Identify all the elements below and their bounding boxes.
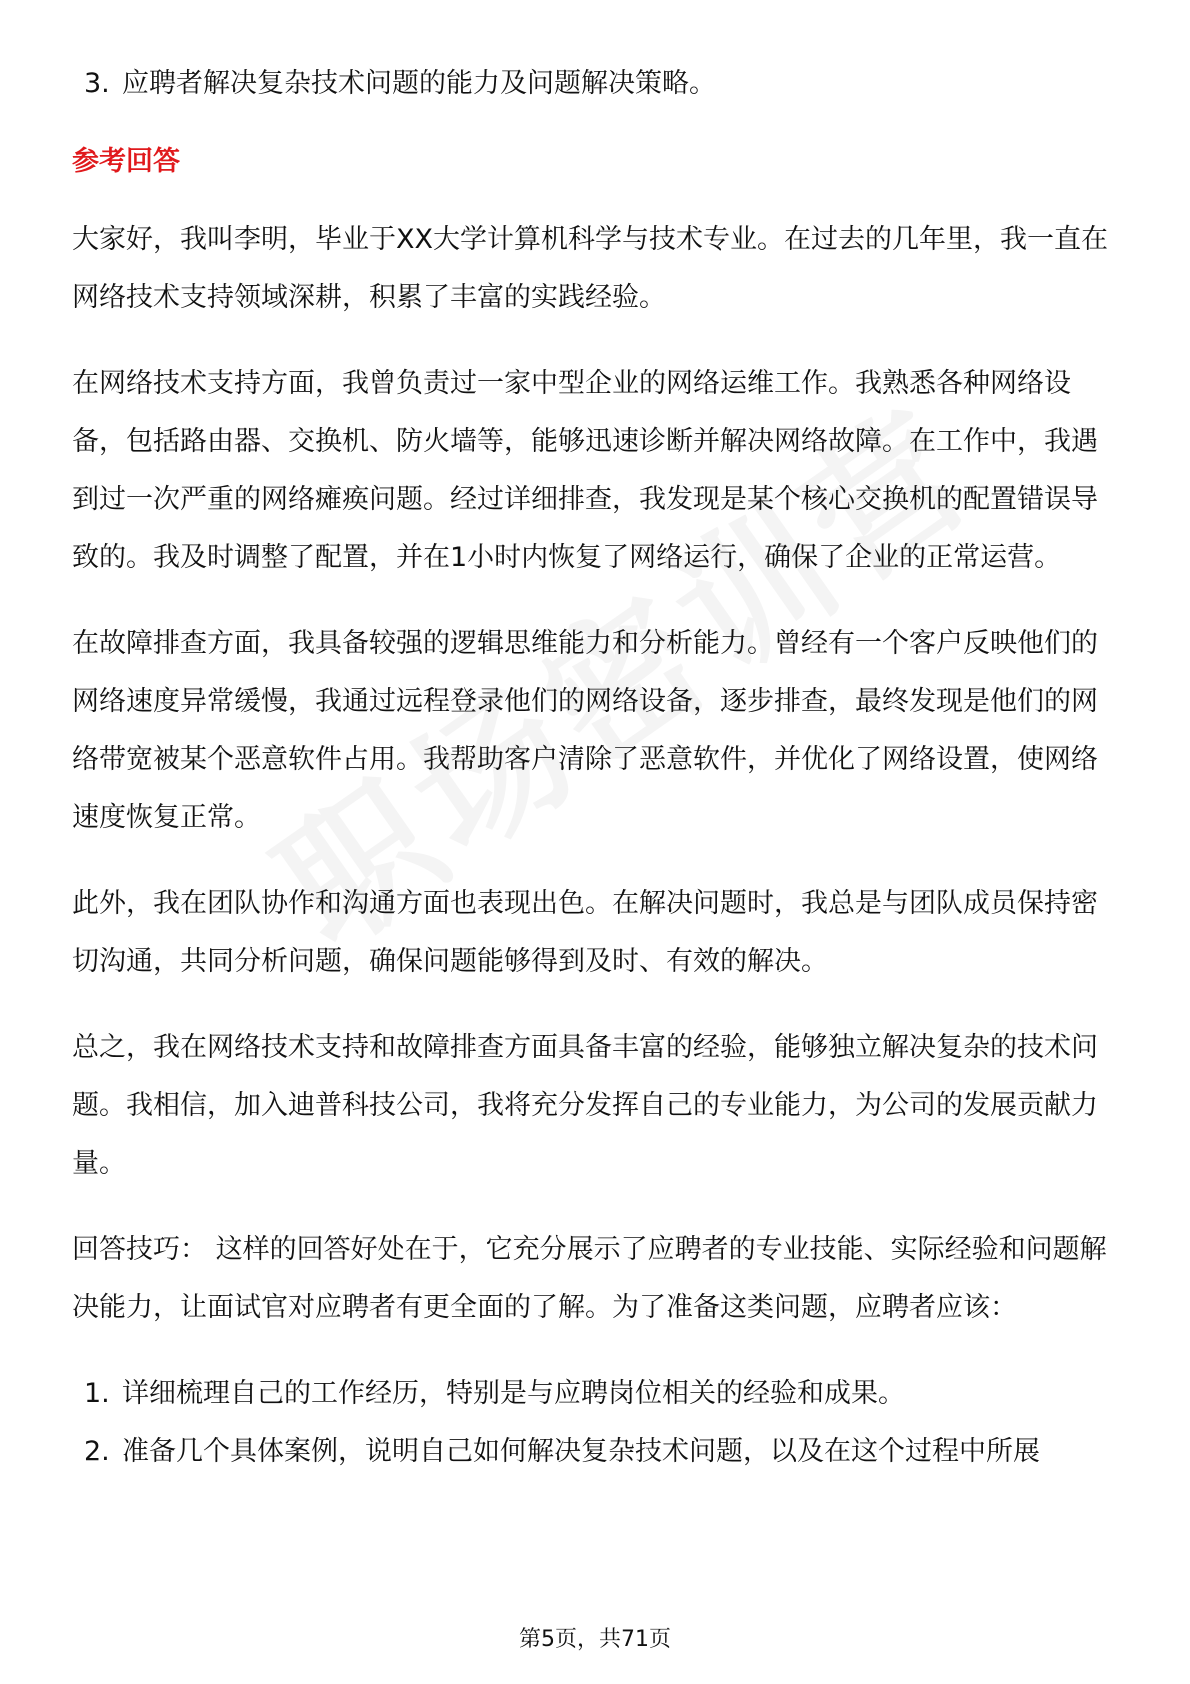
tips-list bbox=[72, 1365, 1118, 1481]
list-item bbox=[84, 55, 1118, 113]
paragraph-summary: 总之，我在网络技术支持和故障排查方面具备丰富的经验，能够独立解决复杂的技术问题。我相信，加入迪普科技公司，我将充分发挥自己的专业能力，为公司的发展贡献力量。 bbox=[72, 1032, 1098, 1179]
list-item bbox=[84, 1423, 1118, 1481]
list-text: 详细梳理自己的工作经历，特别是与应聘岗位相关的经验和成果。 bbox=[122, 1378, 905, 1409]
list-item bbox=[84, 1365, 1118, 1423]
page-content bbox=[72, 55, 1118, 1481]
page-footer: 第5页，共71页 bbox=[519, 1627, 671, 1652]
section-heading: 参考回答 bbox=[72, 146, 180, 177]
paragraph-teamwork: 此外，我在团队协作和沟通方面也表现出色。在解决问题时，我总是与团队成员保持密切沟通，共同分析问题，确保问题能够得到及时、有效的解决。 bbox=[72, 888, 1098, 977]
paragraph-intro: 大家好，我叫李明，毕业于XX大学计算机科学与技术专业。在过去的几年里，我一直在网络技术支持领域深耕，积累了丰富的实践经验。 bbox=[72, 224, 1108, 313]
list-number: 3. bbox=[84, 68, 110, 99]
paragraph-answer-tips: 回答技巧： 这样的回答好处在于，它充分展示了应聘者的专业技能、实际经验和问题解决能力，让面试官对应聘者有更全面的了解。为了准备这类问题，应聘者应该： bbox=[72, 1234, 1107, 1323]
list-number: 1. bbox=[84, 1378, 110, 1409]
paragraph-troubleshooting: 在故障排查方面，我具备较强的逻辑思维能力和分析能力。曾经有一个客户反映他们的网络速度异常缓慢，我通过远程登录他们的网络设备，逐步排查，最终发现是他们的网络带宽被某个恶意软件占用。我帮助客户清除了恶意软件，并优化了网络设置，使网络速度恢复正常。 bbox=[72, 628, 1098, 833]
list-text: 准备几个具体案例，说明自己如何解决复杂技术问题，以及在这个过程中所展 bbox=[122, 1436, 1040, 1467]
paragraph-network-support: 在网络技术支持方面，我曾负责过一家中型企业的网络运维工作。我熟悉各种网络设备，包括路由器、交换机、防火墙等，能够迅速诊断并解决网络故障。在工作中，我遇到过一次严重的网络瘫痪问题。经过详细排查，我发现是某个核心交换机的配置错误导致的。我及时调整了配置，并在1小时内恢复了网络运行，确保了企业的正常运营。 bbox=[72, 368, 1098, 573]
list-number: 2. bbox=[84, 1436, 110, 1467]
list-text: 应聘者解决复杂技术问题的能力及问题解决策略。 bbox=[122, 68, 716, 99]
